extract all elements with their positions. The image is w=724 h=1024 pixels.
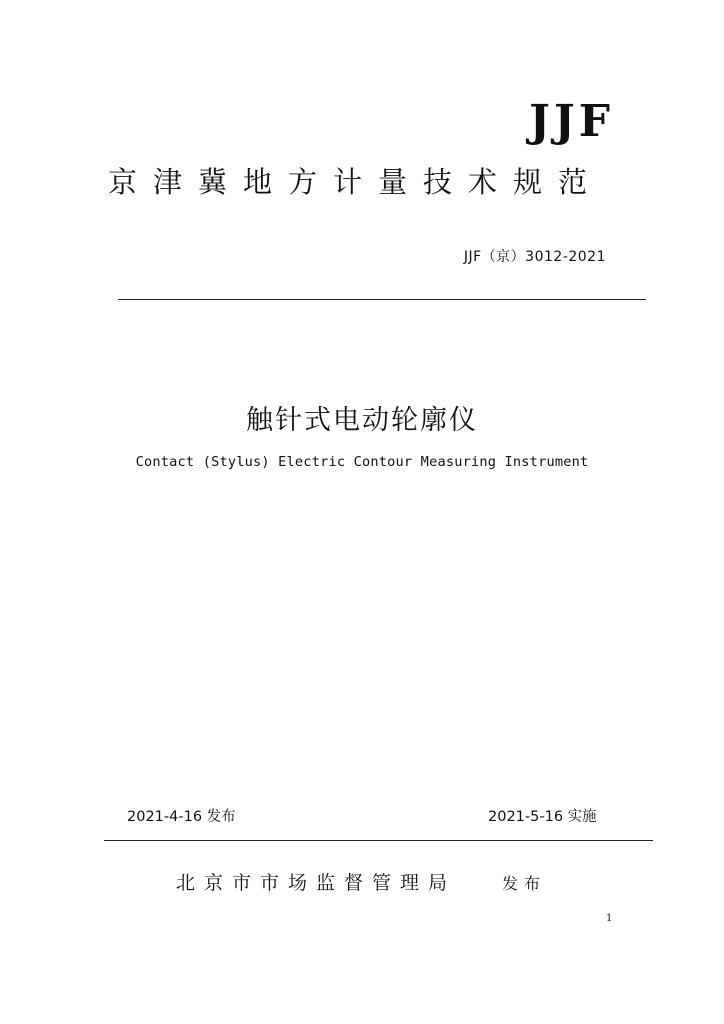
jjf-logo: JJF bbox=[529, 96, 614, 147]
issue-date: 2021-4-16 发布 bbox=[127, 809, 236, 825]
publisher-name: 北京市市场监督管理局 bbox=[176, 872, 457, 894]
top-divider bbox=[118, 299, 646, 300]
implementation-date: 2021-5-16 实施 bbox=[488, 809, 597, 825]
document-number: JJF（京）3012-2021 bbox=[463, 249, 606, 265]
document-title-english: Contact (Stylus) Electric Contour Measuring Instrument bbox=[135, 454, 589, 470]
publish-label: 发布 bbox=[502, 874, 547, 893]
standard-category-title: 京津冀地方计量技术规范 bbox=[108, 165, 604, 199]
document-title-chinese: 触针式电动轮廓仪 bbox=[246, 405, 478, 436]
bottom-divider bbox=[104, 840, 653, 841]
page-number: 1 bbox=[606, 913, 613, 924]
